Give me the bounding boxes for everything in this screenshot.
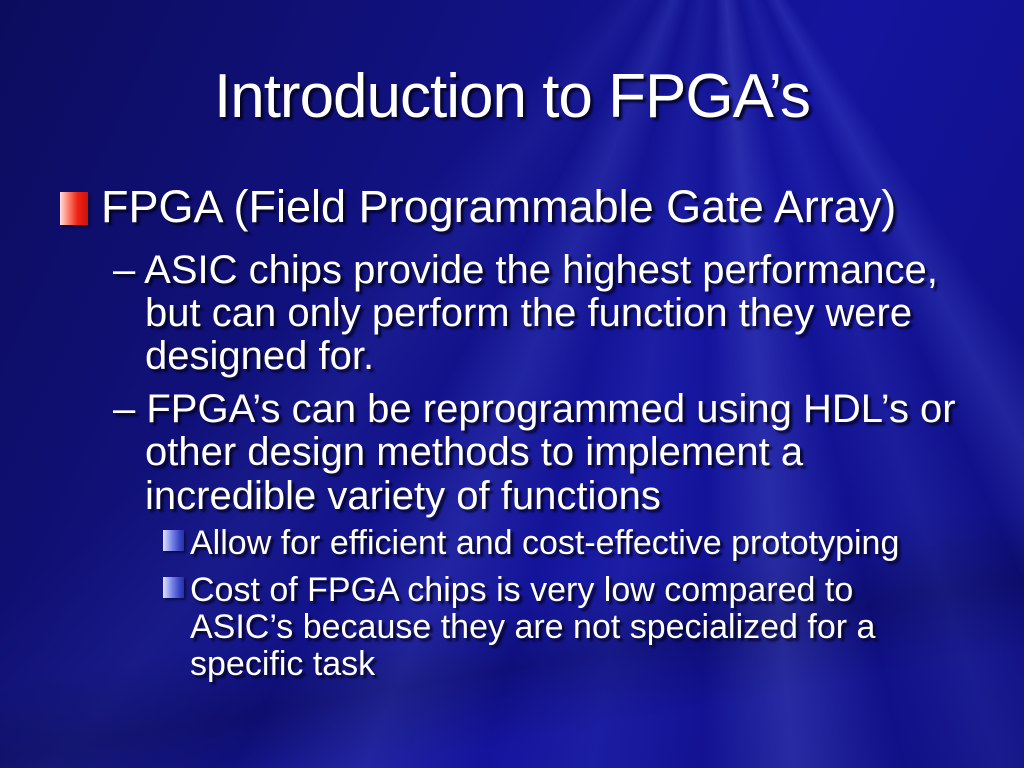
bullet-item-level2 xyxy=(55,388,970,518)
bullet-text: Cost of FPGA chips is very low compared to ASIC’s because they are not specialized for a specific task xyxy=(190,571,876,683)
blue-square-bullet-icon xyxy=(163,577,184,598)
slide-title: Introduction to FPGA’s xyxy=(213,62,810,131)
bullet-text: FPGA (Field Programmable Gate Array) xyxy=(101,181,897,232)
bullet-item-level2 xyxy=(55,249,970,379)
slide-body xyxy=(55,183,970,683)
bullet-item-level3 xyxy=(55,572,935,682)
red-square-bullet-icon xyxy=(60,192,88,225)
bullet-item-level1 xyxy=(55,183,970,232)
blue-square-bullet-icon xyxy=(163,530,184,551)
bullet-text: Allow for efficient and cost-effective prototyping xyxy=(190,523,900,562)
bullet-text: ASIC chips provide the highest performance, but can only perform the function they were designed for. xyxy=(144,247,938,378)
bullet-text: FPGA’s can be reprogrammed using HDL’s or other design methods to implement a incredible variety of functions xyxy=(145,387,956,518)
dash-bullet-icon: – xyxy=(113,387,147,432)
bullet-item-level3 xyxy=(55,525,935,562)
dash-bullet-icon: – xyxy=(113,247,145,292)
